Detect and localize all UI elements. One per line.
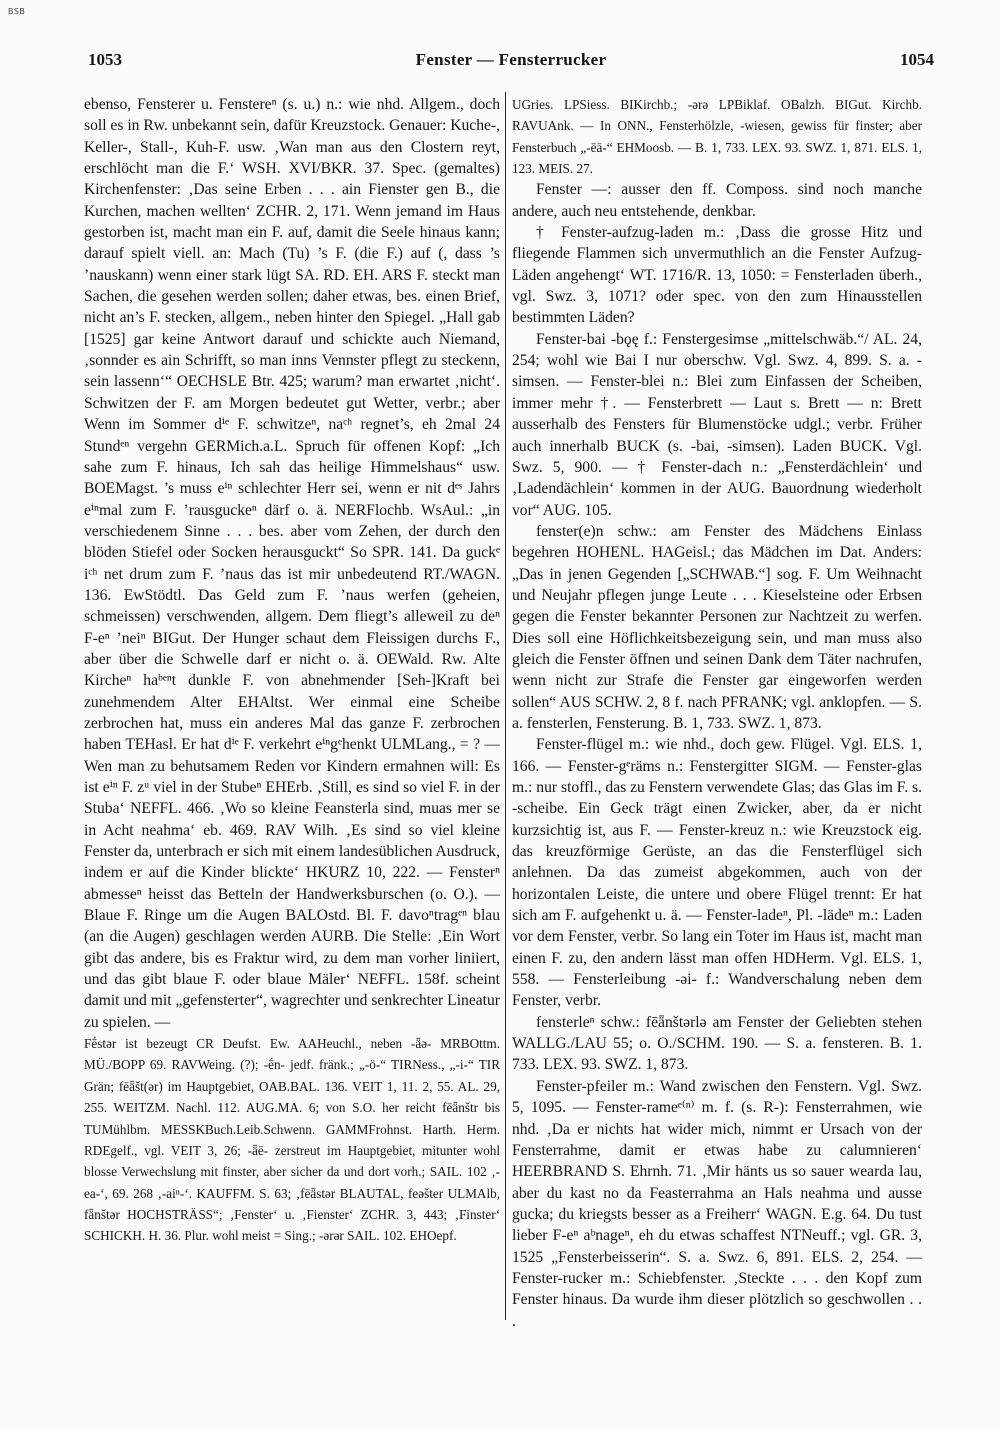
library-stamp: BSB	[8, 7, 26, 16]
paragraph-left-1: ebenso, Fensterer u. Fenstereⁿ (s. u.) n.: wie nhd. Allgem., doch soll es in Rw. unbekannt sein, dafür Kreuzstock. Genauer: Kuche-, Keller-, Stall-, Kuh-F. usw. ‚Wan man aus den Clostern reyt, erschlöcht man die F.‘ WSH. XVI/BKR. 37. Spec. (gemaltes) Kirchenfenster: ‚Das seine Erben . . . ain Fienster gen B., die Kurchen, machen wellten‘ ZCHR. 2, 171. Wenn jemand im Haus gestorben ist, macht man ein F. auf, damit die Seele hinaus kann; darauf spielt viell. an: Mach (Tu) ’s F. (die F.) auf (, dass ’s ’nauskann) wenn einer stark lügt SA. RD. EH. ARS F. steckt man Sachen, die gesehen werden sollen; daher etwas, bes. einen Brief, nicht an’s F. stecken, allgem., neben hinter den Spiegel. „Hall gab [1525] gar keine Antwort darauf und schickte auch Niemand, ‚sonnder es ain Schrifft, so man inns Vennster pflegt zu steckenn, sein lassenn‘“ OECHSLE Btr. 425; warum? man erwartet ‚nicht‘. Schwitzen der F. am Morgen bedeutet gut Wetter, verbr.; aber Wenn im Sommer dⁱᵉ F. schwitzeⁿ, naᶜʰ regnet’s, eh 2mal 24 Stundᵉⁿ vergehn GERMich.a.L. Spruch für offenen Kopf: „Ich sahe zum F. hinaus, Ich sah das heilige Himmelshaus“ usw. BOEMagst. ’s muss eⁱⁿ schlechter Herr sei, wenn er nit dᵉˢ Jahrs eⁱⁿmal zum F. ’rausguckeⁿ därf o. ä. NERFlochb. WsAul.: „in verschiedenem Sinne . . . bes. aber vom Zehen, der durch den blöden Stiefel oder Socken herausguckt“ So SPR. 141. Da guckᵉ iᶜʰ net drum zum F. ’naus das ist mir unbedeutend RT./WAGN. 136. EwStödtl. Das Geld zum F. ’naus werfen (geheien, schmeissen) verschwenden, allgem. Dem fliegt’s alleweil zu deⁿ F-eⁿ ’neiⁿ BIGut. Der Hunger schaut dem Fleissigen durchs F., aber über die Schwelle darf er nicht o. ä. OEWald. Rw. Alte Kircheⁿ haᵇᵉⁿt dunkle F. von abnehmender [Seh-]Kraft bei zunehmendem Alter EHAltst. Wer einmal eine Scheibe zerbrochen hat, muss ein anderes Mal das ganze F. zerbrochen haben TEHasl. Er hat dⁱᵉ F. verkehrt eⁱⁿgᵉhenkt ULMLang., = ? — Wen man zu behutsamem Reden vor Kindern ermahnen will: Es ist eⁱⁿ F. zᵘ viel in der Stubeⁿ EHErb. ‚Still, es sind so viel F. in der Stuba‘ NEFFL. 466. ‚Wo so kleine Feansterla sind, muas mer se in Acht neahma‘ eb. 469. RAV Wilh. ‚Es sind so viel kleine Fenster da, unterbrach er sich mit einem landesüblichen Ausdruck, indem er auf die Kinder blickte‘ HKURZ 10, 222. — Fensterⁿ abmesseⁿ heisst das Betteln der Handwerksburschen (o. O.). — Blaue F. Ringe um die Augen BALOstd. Bl. F. davoⁿtragᵉⁿ blau (an die Augen) geschlagen werden AURB. Die Stelle: ‚Ein Wort gibt das andere, bis es Fraktur wird, zu dem man vorher liniiert, und das gibt blaue F. oder blaue Mäler‘ NEFFL. 158f. scheint damit und mit „gefensterter“, wagrechter und senkrechter Lineatur zu spielen. —	[84, 96, 500, 1031]
column-divider	[505, 92, 506, 1320]
entry-fensterlen: fensterleⁿ schw.: fēǟnštərlə am Fenster der Geliebten stehen WALLG./LAU 55; o. O./SCHM. 190. — S. a. fensteren. B. 1. 733. LEX. 93. SWZ. 1, 873.	[512, 1013, 922, 1074]
entry-fenster: Fenster —: ausser den ff. Composs. sind noch manche andere, auch neu entstehende, denkbar.	[512, 181, 922, 220]
entry-fenster-aufzug-laden: † Fenster-aufzug-laden m.: ‚Dass die grosse Hitz und fliegende Flammen sich unvermuthlich an die Fenster Aufzug-Läden angehengt‘ WT. 1716/R. 13, 1050: = Fensterladen überh., vgl. Swz. 3, 1071? oder spec. von den zum Hinausstellen bestimmten Läden?	[512, 224, 922, 327]
page-header	[88, 50, 934, 78]
page-number-right: 1054	[900, 50, 934, 69]
entry-fenster-pfeiler: Fenster-pfeiler m.: Wand zwischen den Fenstern. Vgl. Swz. 5, 1095. — Fenster-rameᵉ⁽ⁿ⁾ m. f. (s. R-): Fensterrahmen, wie nhd. ‚Da er nichts hat wider mich, nimmt er Ursach von der Fensterrahme, damit er etwas habe zu calumnieren‘ HEERBRAND S. Ehrnh. 71. ‚Mir hänts us so sauer wearda lau, aber du kast no da Feasterrahma an Hals neahma und ausse gucka; du kriegsts besser as a Freiherr‘ WAGN. E.g. 64. Du tust lieber F-eⁿ aᵇnageⁿ, eh du etwas schaffest NTNeuff.; vgl. GR. 3, 1525 „Fensterbeisserin“. S. a. Swz. 6, 891. ELS. 2, 254. — Fenster-rucker m.: Schiebfenster. ‚Steckte . . . den Kopf zum Fenster hinaus. Da wurde ihm dieser plötzlich so geschwollen . . .	[512, 1077, 922, 1330]
running-title: Fenster — Fensterrucker	[415, 50, 607, 69]
paragraph-right-1: UGries. LPSiess. BIKirchb.; -ərə LPBiklaf. OBalzh. BIGut. Kirchb. RAVUAnk. — In ONN., Fensterhölzle, -wiesen, gewiss für finster; aber Fensterbuch „-ēā-“ EHMoosb. — B. 1, 733. LEX. 93. SWZ. 1, 871. ELS. 1, 123. MEIS. 27.	[512, 97, 922, 177]
paragraph-left-2: Fḗstər ist bezeugt CR Deufst. Ew. AAHeuchl., neben -ǟə- MRBOttm. MÜ./BOPP 69. RAVWeing. (?); -ḗn- jedf. fränk.; „-ö-“ TIRNess., „-i-“ TIR Grän; fēǟšt(ər) im Hauptgebiet, OAB.BAL. 136. VEIT 1, 11. 2, 55. AL. 29, 255. WEITZM. Nachl. 112. AUG.MA. 6; von S.O. her reicht fēǟnštr bis TUMühlbm. MESSKBuch.Leib.Schwenn. GAMMFrohnst. Harth. Herm. RDEgelf., vgl. VEIT 3, 26; -ǟē- zerstreut im Hauptgebiet, mitunter wohl blosse Verwechslung mit finster, aber sicher da und dort vorh.; SAIL. 102 ‚-ea-‘, 69. 268 ‚-aiⁿ-‘. KAUFFM. S. 63; ‚fēǟstər BLAUTAL, feǝšter ULMAlb, fǟnštər HOCHSTRÄSS“; ‚Fenster‘ u. ‚Fienster‘ ZCHR. 3, 443; ‚Finster‘ SCHICKH. H. 36. Plur. wohl meist = Sing.; -ərər SAIL. 102. EHOepf.	[84, 1036, 500, 1244]
entry-fenster-bai: Fenster-bai -bǫę f.: Fenstergesimse „mittelschwäb.“/ AL. 24, 254; wohl wie Bai I nur oberschw. Vgl. Swz. 4, 899. S. a. -simsen. — Fenster-blei n.: Blei zum Einfassen der Scheiben, immer mehr †. — Fensterbrett — Laut s. Brett — n: Brett ausserhalb des Fensters für Blumenstöcke udgl.; verbr. Früher auch innerhalb BUCK (s. -bai, -simsen). Laden BUCK. Vgl. Swz. 5, 900. — † Fenster-dach n.: „Fensterdächlein‘ und ‚Ladendächlein‘ kommen in der AUG. Bauordnung wiederholt vor“ AUG. 105.	[512, 330, 922, 519]
page-number-left: 1053	[88, 50, 122, 69]
left-column	[84, 94, 500, 1247]
entry-fenster-fluegel: Fenster-flügel m.: wie nhd., doch gew. Flügel. Vgl. ELS. 1, 166. — Fenster-gᵉräms n.: Fenstergitter SIGM. — Fenster-glas m.: nur stoffl., das zu Fenstern verwendete Glas; das Glas im F. s. -scheibe. Ein Geck trägt einen Zwicker, aber, da er nicht kurzsichtig ist, aus F. — Fenster-kreuz n.: wie Kreuzstock eig. das kreuzförmige Gerüste, an das die Fensterflügel sich anlehnen. Da das zumeist abgekommen, auch von der horizontalen Leiste, die untere und obere Flügel trennt: Er hat sich am F. aufgehenkt u. ä. — Fenster-ladeⁿ, Pl. -lädeⁿ m.: Laden vor dem Fenster, verbr. So lang ein Toter im Haus ist, macht man einen F. zu, den andern lässt man offen HDHerm. Vgl. ELS. 1, 558. — Fensterleibung -əi- f.: Wandverschalung neben dem Fenster, verbr.	[512, 736, 922, 1010]
right-column	[512, 94, 922, 1332]
entry-fenstern: fenster(e)n schw.: am Fenster des Mädchens Einlass begehren HOHENL. HAGeisl.; das Mädchen im Dat. Anders: „Das in jenen Gegenden [„SCHWAB.“] sog. F. Um Weihnacht und Neujahr pflegen junge Leute . . . Kieselsteine oder Erbsen gegen die Fenster bekannter Personen zur Nachtzeit zu werfen. Dies soll eine Höflichkeitsbezeigung sein, und man muss also gleich die Fenster öffnen und seinen Dank dem Täter nachrufen, wenn nicht zur Strafe die Fenster gar eingeworfen werden sollen“ AUS SCHW. 2, 8 f. nach PFRANK; vgl. anklopfen. — S. a. fensterlen, Fensterung. B. 1, 733. SWZ. 1, 873.	[512, 522, 922, 732]
